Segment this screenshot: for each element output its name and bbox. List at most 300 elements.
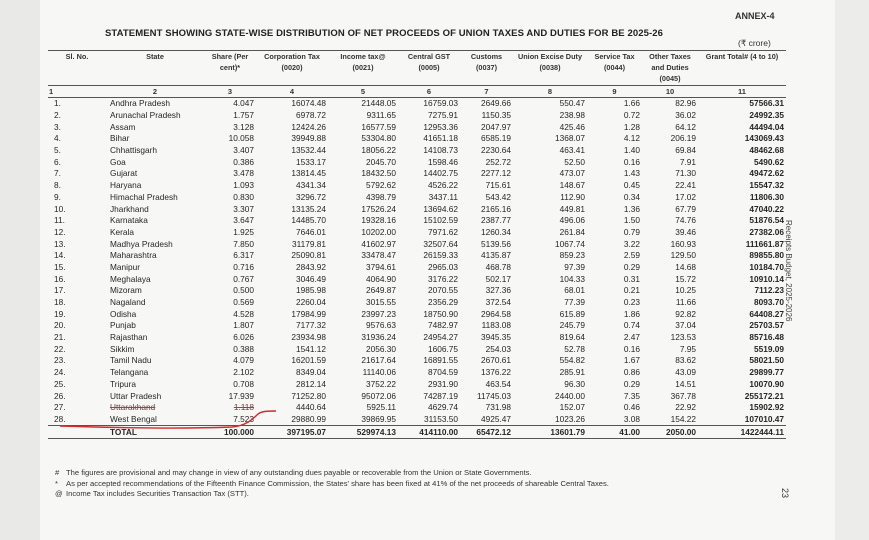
cell-union-excise: 68.01 [564,285,585,296]
cell-share: 17.939 [228,390,254,401]
cell-union-excise: 1368.07 [555,133,585,144]
cell-service-tax: 0.16 [623,156,640,167]
table-row [48,110,786,122]
cell-other-taxes: 7.95 [679,343,696,354]
table-row [48,355,786,367]
header-union-excise: Union Excise Duty (0038) [513,51,587,86]
cell-customs: 2277.12 [481,168,511,179]
cell-central-gst: 31153.50 [424,413,458,424]
footnote [55,479,609,490]
cell-union-excise: 1067.74 [555,238,585,249]
cell-central-gst: 14402.75 [423,168,458,179]
cell-union-excise: 148.67 [559,180,585,191]
cell-corporation-tax: 13532.44 [291,145,326,156]
cell-grant-total: 49472.62 [749,168,784,179]
cell-share: 0.708 [233,378,254,389]
cell-customs: 715.61 [485,180,511,191]
table-row [48,192,786,204]
cell-corporation-tax: 3296.72 [296,191,326,202]
cell-customs: 2964.58 [481,308,511,319]
total-corporation-tax: 397195.07 [256,426,328,439]
header-row [48,51,786,86]
cell-grant-total: 24992.35 [749,110,784,121]
column-number: 11 [698,86,786,98]
cell-union-excise: 245.79 [559,320,585,331]
cell-customs: 372.54 [485,297,511,308]
cell-sl: 16. [54,273,66,284]
cell-sl: 13. [54,238,66,249]
cell-income-tax: 9311.65 [366,110,396,121]
cell-state: Uttar Pradesh [110,390,162,401]
cell-corporation-tax: 29880.99 [291,413,326,424]
cell-other-taxes: 69.84 [675,145,696,156]
cell-customs: 4135.87 [481,250,511,261]
cell-customs: 1260.34 [481,226,511,237]
cell-other-taxes: 92.82 [675,308,696,319]
cell-union-excise: 425.46 [559,121,585,132]
footnote-mark: * [55,478,58,488]
cell-customs: 2387.77 [481,215,511,226]
cell-customs: 463.54 [485,378,511,389]
cell-sl: 26. [54,390,66,401]
cell-grant-total: 27382.06 [749,226,784,237]
cell-union-excise: 1023.26 [555,413,585,424]
cell-union-excise: 238.98 [559,110,585,121]
cell-union-excise: 96.30 [564,378,585,389]
cell-sl: 2. [54,110,61,121]
cell-corporation-tax: 71252.80 [291,390,326,401]
cell-grant-total: 11806.30 [749,191,784,202]
cell-service-tax: 0.29 [623,378,640,389]
cell-share: 1.757 [233,110,254,121]
table-row [48,297,786,309]
cell-other-taxes: 74.76 [675,215,696,226]
cell-service-tax: 0.21 [623,285,640,296]
cell-income-tax: 18056.22 [361,145,396,156]
side-label: Receipts Budget, 2025-2026 [784,220,793,322]
cell-share: 3.407 [233,145,254,156]
cell-state: Goa [110,156,126,167]
cell-share: 7.850 [233,238,254,249]
header-other-taxes: Other Taxes and Duties (0045) [642,51,698,86]
table-row [48,308,786,320]
cell-central-gst: 8704.59 [428,367,458,378]
cell-share: 1.925 [233,226,254,237]
cell-corporation-tax: 25090.81 [291,250,326,261]
cell-share: 6.026 [233,332,254,343]
cell-grant-total: 29899.77 [749,367,784,378]
cell-income-tax: 41602.97 [361,238,396,249]
cell-customs: 1376.22 [481,367,511,378]
cell-customs: 6585.19 [481,133,511,144]
cell-grant-total: 57566.31 [749,98,784,109]
cell-customs: 468.78 [485,261,511,272]
cell-corporation-tax: 23934.98 [291,332,326,343]
cell-income-tax: 5925.11 [366,402,396,413]
cell-service-tax: 2.59 [623,250,640,261]
cell-grant-total: 143069.43 [744,133,784,144]
cell-other-taxes: 82.96 [675,98,696,109]
cell-other-taxes: 39.46 [675,226,696,237]
cell-grant-total: 85716.48 [749,332,784,343]
cell-state: Andhra Pradesh [110,98,170,109]
cell-union-excise: 496.06 [559,215,585,226]
cell-customs: 11745.03 [477,390,511,401]
cell-grant-total: 48462.68 [749,145,784,156]
table-row [48,379,786,391]
cell-income-tax: 33478.47 [361,250,396,261]
cell-service-tax: 1.50 [623,215,640,226]
total-other-taxes: 2050.00 [642,426,698,439]
table-row [48,227,786,239]
cell-sl: 28. [54,413,66,424]
cell-sl: 4. [54,133,61,144]
cell-union-excise: 77.39 [564,297,585,308]
cell-other-taxes: 37.04 [675,320,696,331]
cell-share: 7.523 [233,413,254,424]
cell-central-gst: 1606.75 [428,343,458,354]
total-central-gst: 414110.00 [398,426,460,439]
footnote-text: Income Tax includes Securities Transaction Tax (STT). [66,489,249,498]
cell-grant-total: 51876.54 [749,215,784,226]
table-row [48,262,786,274]
cell-sl: 20. [54,320,66,331]
cell-share: 0.767 [233,273,254,284]
cell-income-tax: 2056.30 [366,343,396,354]
cell-grant-total: 107010.47 [744,413,784,424]
cell-grant-total: 47040.22 [749,203,784,214]
cell-share: 0.388 [233,343,254,354]
cell-central-gst: 2070.55 [428,285,458,296]
cell-share: 3.647 [233,215,254,226]
cell-sl: 9. [54,191,61,202]
cell-sl: 11. [54,215,65,226]
cell-other-taxes: 36.02 [675,110,696,121]
cell-corporation-tax: 14485.70 [291,215,326,226]
table-row [48,320,786,332]
cell-central-gst: 2356.29 [428,297,458,308]
column-number: 6 [398,86,460,98]
cell-customs: 4925.47 [481,413,511,424]
cell-state: Punjab [110,320,136,331]
cell-service-tax: 0.86 [623,367,640,378]
document-title: STATEMENT SHOWING STATE-WISE DISTRIBUTION OF NET PROCEEDS OF UNION TAXES AND DUTIES FOR BE 2025-26 [105,28,664,39]
cell-grant-total: 8093.70 [754,297,784,308]
cell-corporation-tax: 1533.17 [296,156,326,167]
cell-income-tax: 53304.80 [361,133,396,144]
cell-central-gst: 15102.59 [423,215,458,226]
total-grant-total: 1422444.11 [698,426,786,439]
cell-central-gst: 4526.22 [428,180,458,191]
cell-grant-total: 111661.87 [745,238,784,249]
cell-customs: 1150.35 [481,110,511,121]
cell-sl: 10. [54,203,66,214]
cell-customs: 2165.16 [481,203,511,214]
unit-label: (₹ crore) [738,38,771,48]
cell-central-gst: 24954.27 [423,332,458,343]
cell-share: 2.102 [233,367,254,378]
cell-other-taxes: 22.92 [675,402,696,413]
cell-other-taxes: 43.09 [675,367,696,378]
cell-customs: 254.03 [485,343,511,354]
footnote-text: As per accepted recommendations of the Fifteenth Finance Commission, the States' share has been fixed at 41% of the net proceeds of shareable Central Taxes. [66,478,609,488]
cell-corporation-tax: 7177.32 [296,320,326,331]
header-state: State [106,51,204,86]
column-number: 5 [328,86,398,98]
cell-share: 0.386 [233,156,254,167]
table-row [48,273,786,285]
cell-central-gst: 12953.36 [423,121,458,132]
cell-other-taxes: 160.93 [670,238,696,249]
table-row [48,145,786,157]
cell-union-excise: 550.47 [559,98,585,109]
cell-union-excise: 473.07 [559,168,585,179]
total-customs: 65472.12 [460,426,513,439]
cell-corporation-tax: 16201.59 [291,355,326,366]
cell-other-taxes: 154.22 [670,413,696,424]
header-sl: Sl. No. [48,51,106,86]
cell-grant-total: 64408.27 [749,308,784,319]
cell-other-taxes: 11.66 [675,297,696,308]
cell-union-excise: 52.78 [564,343,585,354]
column-number: 8 [513,86,587,98]
cell-customs: 502.17 [485,273,511,284]
cell-income-tax: 2045.70 [366,156,396,167]
cell-service-tax: 1.43 [623,168,640,179]
cell-service-tax: 0.29 [623,261,640,272]
cell-corporation-tax: 8349.04 [296,367,326,378]
cell-state: Jharkhand [110,203,149,214]
footnote [55,489,609,500]
cell-share: 1.807 [233,320,254,331]
cell-service-tax: 1.40 [623,145,640,156]
table-row [48,343,786,355]
header-central-gst: Central GST (0005) [398,51,460,86]
column-number: 2 [106,86,204,98]
header-service-tax: Service Tax (0044) [587,51,642,86]
cell-service-tax: 4.12 [623,133,640,144]
column-number-row [48,86,786,98]
table-row [48,133,786,145]
footnote [55,468,609,479]
cell-central-gst: 41651.18 [423,133,458,144]
cell-state: West Bengal [110,413,157,424]
cell-sl: 19. [54,308,66,319]
cell-service-tax: 0.72 [623,110,640,121]
cell-share: 3.128 [233,121,254,132]
cell-state: Haryana [110,180,142,191]
cell-other-taxes: 14.68 [675,261,696,272]
cell-customs: 1183.08 [481,320,511,331]
cell-service-tax: 0.74 [623,320,640,331]
cell-income-tax: 23997.23 [361,308,396,319]
cell-sl: 24. [54,367,66,378]
cell-union-excise: 52.50 [564,156,585,167]
cell-share: 3.478 [233,168,254,179]
cell-corporation-tax: 12424.26 [291,121,326,132]
cell-state: Nagaland [110,297,146,308]
cell-income-tax: 3015.55 [366,297,396,308]
cell-state: Chhattisgarh [110,145,158,156]
cell-income-tax: 17526.24 [361,203,396,214]
cell-grant-total: 5519.09 [754,343,784,354]
cell-central-gst: 7275.91 [428,110,458,121]
column-number: 10 [642,86,698,98]
cell-other-taxes: 15.72 [675,273,696,284]
cell-grant-total: 25703.57 [749,320,784,331]
table-row [48,414,786,426]
cell-other-taxes: 22.41 [675,180,696,191]
cell-state: Kerala [110,226,134,237]
cell-income-tax: 2649.87 [366,285,396,296]
cell-central-gst: 74287.19 [423,390,458,401]
cell-central-gst: 4629.74 [428,402,458,413]
cell-sl: 23. [54,355,66,366]
table-row [48,215,786,227]
cell-sl: 21. [54,332,66,343]
cell-other-taxes: 17.02 [675,191,696,202]
cell-income-tax: 5792.62 [366,180,396,191]
cell-customs: 252.72 [485,156,511,167]
table-row [48,402,786,414]
cell-sl: 12. [54,226,66,237]
column-number: 3 [204,86,256,98]
column-number: 1 [48,86,106,98]
cell-corporation-tax: 31179.81 [292,238,326,249]
cell-central-gst: 1598.46 [428,156,458,167]
cell-share: 10.058 [228,133,254,144]
cell-grant-total: 15902.92 [749,402,784,413]
cell-customs: 327.36 [485,285,511,296]
cell-sl: 3. [54,121,61,132]
cell-grant-total: 89855.80 [749,250,784,261]
cell-income-tax: 18432.50 [361,168,396,179]
cell-service-tax: 1.28 [623,121,640,132]
cell-sl: 14. [54,250,66,261]
cell-sl: 8. [54,180,61,191]
cell-corporation-tax: 13135.24 [291,203,326,214]
cell-corporation-tax: 3046.49 [296,273,326,284]
cell-union-excise: 615.89 [559,308,585,319]
cell-other-taxes: 123.53 [670,332,696,343]
cell-share: 0.500 [233,285,254,296]
cell-central-gst: 18750.90 [423,308,458,319]
table-row [48,98,786,110]
cell-service-tax: 2.47 [623,332,640,343]
cell-grant-total: 10910.14 [749,273,784,284]
footnote-mark: @ [55,489,63,498]
cell-union-excise: 152.07 [559,402,585,413]
cell-central-gst: 3437.11 [428,191,458,202]
cell-state: Assam [110,121,136,132]
cell-grant-total: 10070.90 [749,378,784,389]
total-row [48,426,786,439]
cell-state: Telangana [110,367,149,378]
cell-state: Tamil Nadu [110,355,152,366]
cell-union-excise: 104.33 [559,273,585,284]
cell-customs: 731.98 [485,402,511,413]
cell-share: 4.047 [233,98,254,109]
cell-grant-total: 5490.62 [754,156,784,167]
cell-state: Tripura [110,378,136,389]
table-body [48,98,786,439]
page-margin [835,0,869,540]
cell-income-tax: 16577.59 [361,121,396,132]
cell-customs: 2230.64 [481,145,511,156]
cell-sl: 17. [54,285,66,296]
table-row [48,121,786,133]
cell-service-tax: 0.16 [623,343,640,354]
cell-other-taxes: 14.51 [675,378,696,389]
cell-other-taxes: 71.30 [675,168,696,179]
cell-service-tax: 0.46 [623,402,640,413]
cell-state: Rajasthan [110,332,148,343]
cell-state: Sikkim [110,343,135,354]
footnote-mark: # [55,468,60,477]
cell-state: Mizoram [110,285,142,296]
cell-sl: 6. [54,156,61,167]
cell-income-tax: 4398.79 [366,191,396,202]
cell-central-gst: 2965.03 [428,261,458,272]
cell-corporation-tax: 1541.12 [296,343,326,354]
cell-corporation-tax: 2260.04 [296,297,326,308]
cell-other-taxes: 64.12 [675,121,696,132]
cell-grant-total: 15547.32 [749,180,784,191]
cell-union-excise: 97.39 [564,261,585,272]
cell-corporation-tax: 4440.64 [296,402,326,413]
header-corporation-tax: Corporation Tax (0020) [256,51,328,86]
cell-other-taxes: 10.25 [675,285,696,296]
cell-other-taxes: 83.62 [675,355,696,366]
cell-central-gst: 16759.03 [423,98,458,109]
cell-central-gst: 32507.64 [423,238,458,249]
cell-share: 6.317 [233,250,254,261]
cell-sl: 22. [54,343,66,354]
cell-state: Bihar [110,133,130,144]
table-row [48,250,786,262]
table-row [48,238,786,250]
table-row [48,203,786,215]
cell-other-taxes: 129.50 [670,250,696,261]
cell-grant-total: 255172.21 [744,390,784,401]
cell-share: 1.118 [233,402,254,413]
table-row [48,332,786,344]
cell-income-tax: 10202.00 [361,226,396,237]
total-union-excise: 13601.79 [513,426,587,439]
table-row [48,156,786,168]
cell-union-excise: 112.90 [560,191,585,202]
cell-state: Uttarakhand [110,402,156,413]
cell-service-tax: 7.35 [623,390,640,401]
total-sl [48,426,106,439]
cell-union-excise: 554.82 [559,355,585,366]
cell-income-tax: 21448.05 [361,98,396,109]
cell-income-tax: 9576.63 [366,320,396,331]
cell-share: 1.093 [233,180,254,191]
table-row [48,180,786,192]
cell-corporation-tax: 16074.48 [291,98,326,109]
cell-service-tax: 1.86 [623,308,640,319]
cell-sl: 18. [54,297,66,308]
cell-sl: 1. [54,98,61,109]
cell-union-excise: 285.91 [559,367,585,378]
cell-customs: 2670.61 [481,355,511,366]
cell-customs: 5139.56 [481,238,511,249]
cell-other-taxes: 367.78 [670,390,696,401]
cell-state: Odisha [110,308,137,319]
cell-corporation-tax: 13814.45 [291,168,326,179]
cell-state: Arunachal Pradesh [110,110,181,121]
